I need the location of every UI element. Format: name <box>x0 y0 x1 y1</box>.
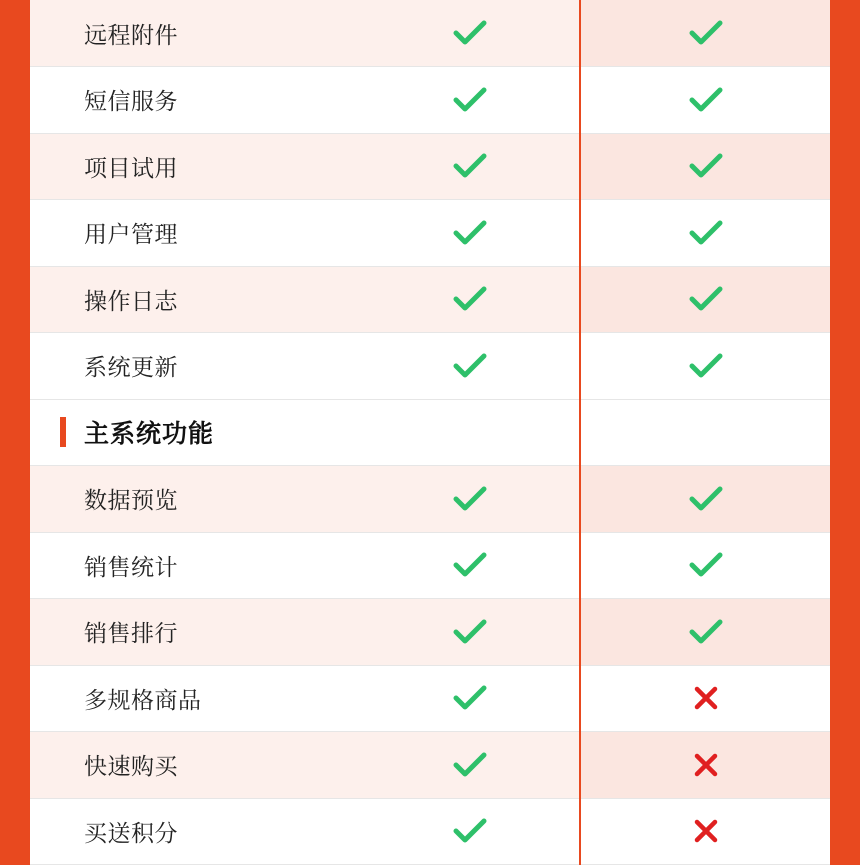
feature-name: 操作日志 <box>84 288 178 315</box>
pro-plan-cell <box>360 732 580 799</box>
feature-name-cell <box>30 466 360 533</box>
feature-name: 多规格商品 <box>84 687 202 714</box>
section-accent-bar <box>60 417 66 447</box>
table-row <box>30 798 830 865</box>
pro-plan-cell <box>360 532 580 599</box>
basic-plan-cell <box>580 466 830 533</box>
feature-name-cell <box>30 266 360 333</box>
table-row <box>30 266 830 333</box>
basic-plan-cell <box>580 0 830 67</box>
feature-name-cell <box>30 665 360 732</box>
section-header-pro-cell <box>360 399 580 466</box>
basic-plan-cell <box>580 665 830 732</box>
feature-name: 数据预览 <box>84 488 178 515</box>
table-row <box>30 333 830 400</box>
pro-plan-cell <box>360 266 580 333</box>
section-header-basic-cell <box>580 399 830 466</box>
feature-name-cell <box>30 732 360 799</box>
feature-comparison-table <box>30 0 830 865</box>
pro-plan-cell <box>360 67 580 134</box>
basic-plan-cell <box>580 266 830 333</box>
table-row <box>30 133 830 200</box>
section-title: 主系统功能 <box>84 419 215 449</box>
basic-plan-cell <box>580 732 830 799</box>
table-row <box>30 200 830 267</box>
pro-plan-cell <box>360 466 580 533</box>
feature-comparison-card <box>30 0 830 847</box>
table-row <box>30 665 830 732</box>
basic-plan-cell <box>580 333 830 400</box>
feature-name: 快速购买 <box>84 754 178 781</box>
basic-plan-cell <box>580 133 830 200</box>
table-row <box>30 732 830 799</box>
pro-plan-cell <box>360 798 580 865</box>
pro-plan-cell <box>360 133 580 200</box>
pro-plan-cell <box>360 665 580 732</box>
section-header-row <box>30 399 830 466</box>
feature-name: 短信服务 <box>84 89 178 116</box>
feature-name: 远程附件 <box>84 22 178 49</box>
table-row <box>30 532 830 599</box>
feature-name: 销售统计 <box>84 554 178 581</box>
feature-name-cell <box>30 798 360 865</box>
pro-plan-cell <box>360 599 580 666</box>
basic-plan-cell <box>580 798 830 865</box>
left-border-stripe <box>0 0 30 829</box>
basic-plan-cell <box>580 200 830 267</box>
table-row <box>30 67 830 134</box>
basic-plan-cell <box>580 532 830 599</box>
table-row <box>30 0 830 67</box>
feature-name: 系统更新 <box>84 355 178 382</box>
pro-plan-cell <box>360 333 580 400</box>
feature-name-cell <box>30 200 360 267</box>
basic-plan-cell <box>580 67 830 134</box>
feature-name: 用户管理 <box>84 222 178 249</box>
feature-name-cell <box>30 0 360 67</box>
pro-plan-cell <box>360 0 580 67</box>
feature-name-cell <box>30 333 360 400</box>
table-row <box>30 466 830 533</box>
pro-plan-cell <box>360 200 580 267</box>
feature-name: 销售排行 <box>84 621 178 648</box>
section-header-cell <box>30 399 360 466</box>
feature-name: 买送积分 <box>84 820 178 847</box>
basic-plan-cell <box>580 599 830 666</box>
feature-name-cell <box>30 133 360 200</box>
feature-name-cell <box>30 599 360 666</box>
table-row <box>30 599 830 666</box>
feature-name: 项目试用 <box>84 155 178 182</box>
feature-name-cell <box>30 67 360 134</box>
feature-name-cell <box>30 532 360 599</box>
right-border-stripe <box>830 0 860 829</box>
